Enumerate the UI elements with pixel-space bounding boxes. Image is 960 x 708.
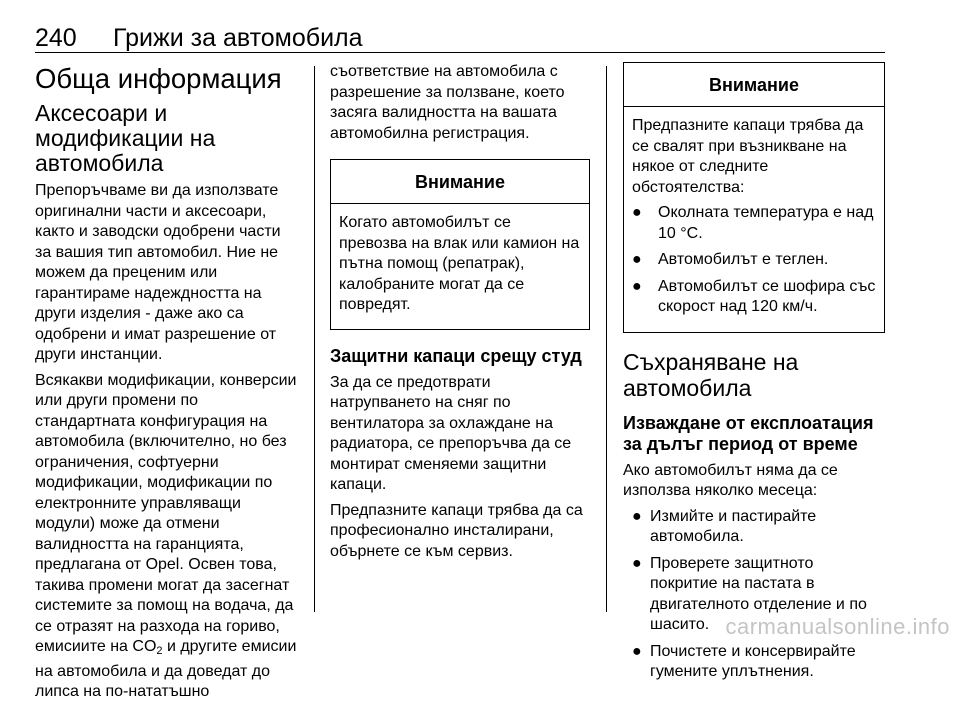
warning-title: Внимание <box>331 160 589 204</box>
column-left <box>35 62 300 708</box>
list-item: ● Автомобилът е теглен. <box>632 250 876 271</box>
bullet-icon: ● <box>632 204 642 221</box>
bullet-icon: ● <box>632 642 642 660</box>
paragraph: Всякакви модификации, конверсии или други промени по стандартната конфигурация на автомобила (включително, но без ограничения, софтуерни модификации, модификации по електронните управляващи модули) може да отмени валидността на гаранцията, предлагана от Opel. Освен това, такива промени могат да засегнат системите за помощ на водача, да се отразят на разхода на гориво, емисиите на $CO_2$ и другите емисии на автомобила и да доведат до липса на по-нататъшно <box>35 371 297 700</box>
paragraph: Предпазните капаци трябва да са професионално инсталирани, обърнете се към сервиз. <box>330 501 583 560</box>
bullet-icon: ● <box>632 507 642 525</box>
warning-box <box>330 159 590 330</box>
list-item: ● Автомобилът се шофира със скорост над 120 км/ч. <box>632 277 876 315</box>
header-rule <box>35 52 885 53</box>
bullet-icon: ● <box>632 277 642 295</box>
list-item: ● Измийте и пастирайте автомобила. <box>632 507 817 545</box>
page-number: 240 <box>35 24 77 52</box>
bullet-icon: ● <box>632 554 642 572</box>
list-item: ● Почистете и консервирайте гумените уплътнения. <box>632 642 856 680</box>
column-middle <box>330 62 590 567</box>
paragraph: Препоръчваме ви да използвате оригинални части и аксесоари, както и заводски одобрени части за вашия тип автомобил. Ние не можем да преценим или гарантираме надеждността на други изделия - даже ако са одобрени и имат разрешение от други инстанции. <box>35 182 281 363</box>
page-header <box>35 18 885 54</box>
paragraph: съответствие на автомобила с разрешение за ползване, което засяга валидността на вашата автомобилна регистрация. <box>330 63 565 142</box>
instruction-list <box>623 507 885 683</box>
section-title: Обща информация <box>35 63 282 94</box>
watermark: carmanualsonline.info <box>725 614 950 639</box>
warning-list <box>632 203 876 318</box>
paragraph: За да се предотврати натрупването на сняг по вентилатора за охлаждане на радиатора, се препоръчва да се монтират сменяеми защитни капаци. <box>330 373 572 493</box>
subscript: 2 <box>156 645 163 657</box>
list-item: ● Проверете защитното покритие на пастата в двигателното отделение и по шасито. <box>632 554 867 633</box>
subsection-heading: Защитни капаци срещу студ <box>330 345 582 366</box>
chapter-title: Грижи за автомобила <box>113 24 363 52</box>
column-divider <box>606 66 607 612</box>
subsection-title: Аксесоари и модификации на автомобила <box>35 100 216 176</box>
subsection-heading: Изваждане от експлоатация за дълъг период от време <box>623 412 874 454</box>
column-divider <box>314 66 315 612</box>
section-title: Съхраняване на автомобила <box>623 348 799 401</box>
column-right <box>623 62 885 689</box>
warning-text: Когато автомобилът се превозва на влак или камион на пътна помощ (репатрак), калобраните могат да се повредят. <box>339 214 580 313</box>
paragraph: Ако автомобилът няма да се използва няколко месеца: <box>623 461 838 499</box>
warning-title: Внимание <box>624 63 884 107</box>
warning-box <box>623 62 885 333</box>
warning-text: Предпазните капаци трябва да се свалят при възникване на някое от следните обстоятелства: <box>632 117 864 196</box>
list-item: ● Околната температура е над 10 °C. <box>632 204 874 242</box>
bullet-icon: ● <box>632 251 642 268</box>
